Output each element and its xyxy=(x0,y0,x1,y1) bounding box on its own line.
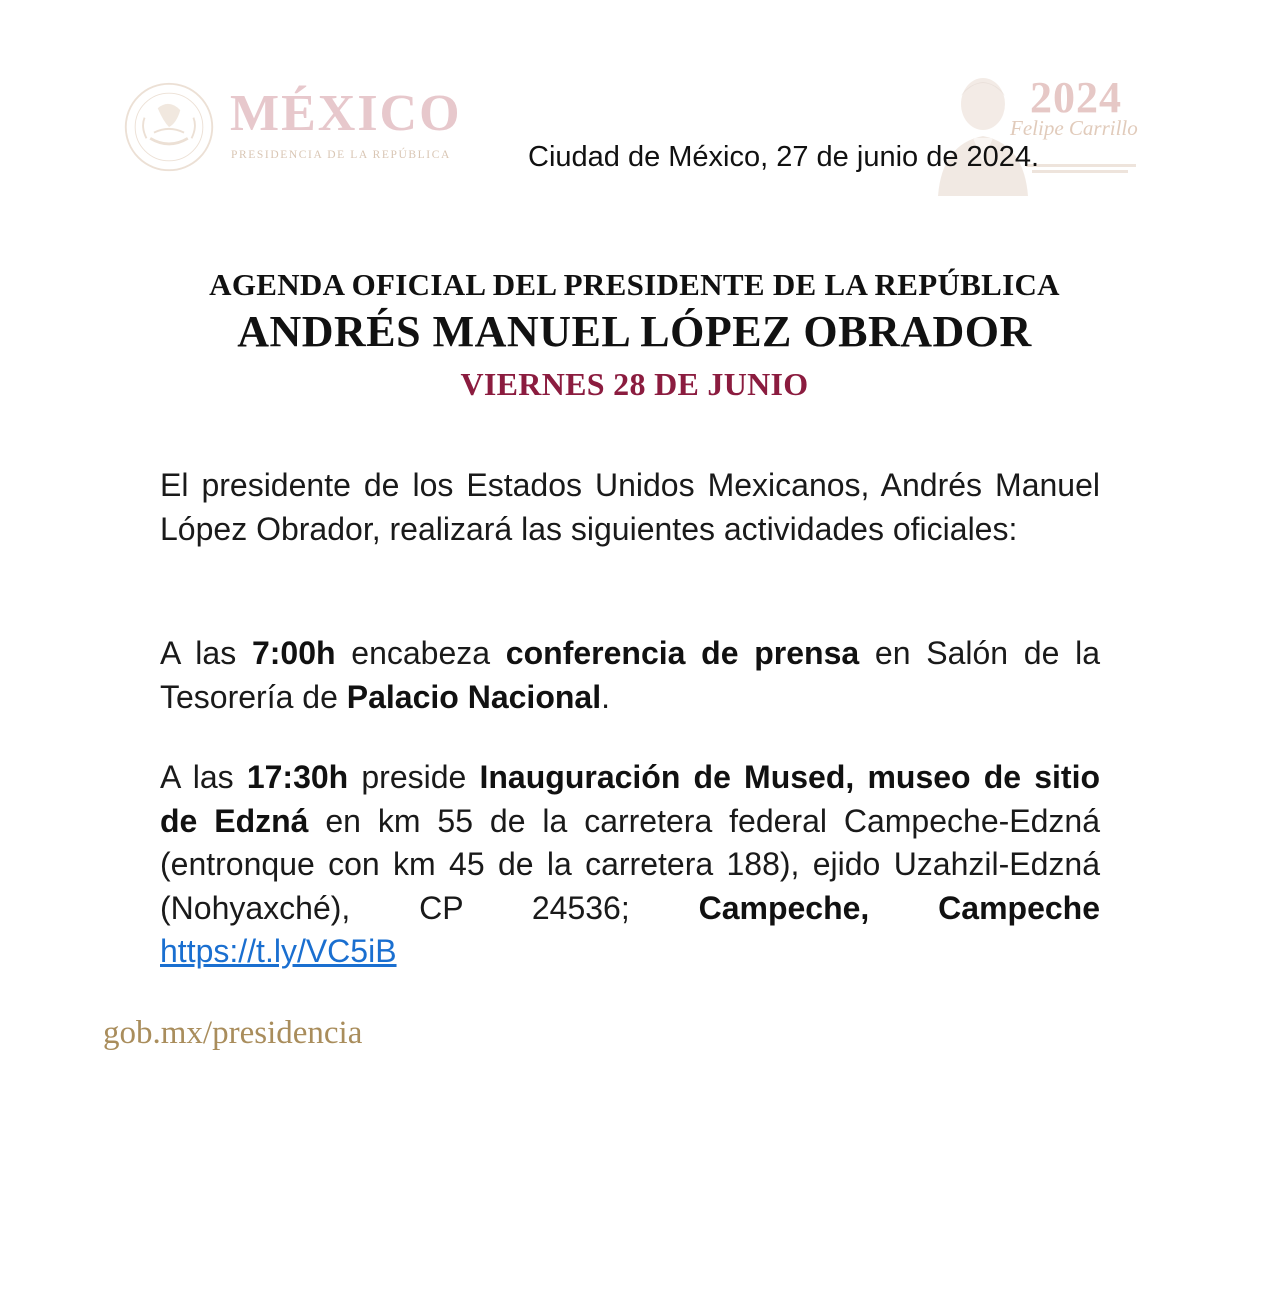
event-text: preside xyxy=(348,759,480,795)
president-name-heading: ANDRÉS MANUEL LÓPEZ OBRADOR xyxy=(237,307,1032,356)
event-venue: Campeche, Campeche xyxy=(698,889,1100,926)
event-time: 7:00h xyxy=(251,635,336,671)
date-heading: VIERNES 28 DE JUNIO xyxy=(460,366,809,402)
event-venue: Palacio Nacional xyxy=(346,678,602,715)
event-text: A las xyxy=(160,635,252,671)
event-text: encabeza xyxy=(335,635,506,671)
agenda-heading: AGENDA OFICIAL DEL PRESIDENTE DE LA REPÚBLICA xyxy=(209,267,1060,302)
event-text: en Salón de la Tesorería de xyxy=(160,635,1101,715)
event-text: A las xyxy=(160,759,247,795)
place-date: Ciudad de México, 27 de junio de 2024. xyxy=(528,141,1040,173)
anniversary-name: Felipe Carrillo xyxy=(1010,116,1138,140)
event-time: 17:30h xyxy=(246,759,349,795)
event-text: en km 55 de la carretera federal Campeche-Edzná (entronque con km 45 de la carretera 188), ejido Uzahzil-Edzná (Nohyaxché), CP 24536; xyxy=(160,802,1101,926)
event-text: . xyxy=(601,678,610,715)
national-seal-icon xyxy=(122,80,216,174)
map-link[interactable]: https://t.ly/VC5iB xyxy=(160,933,397,969)
event-paragraph xyxy=(160,756,1100,974)
anniversary-logo xyxy=(928,66,1168,196)
mexico-logo-word: MÉXICO xyxy=(230,85,462,142)
footer-url: gob.mx/presidencia xyxy=(103,1015,363,1051)
presidencia-logo-subtitle: PRESIDENCIA DE LA REPÚBLICA xyxy=(231,149,451,161)
anniversary-year: 2024 xyxy=(1030,73,1122,122)
event-activity: Inauguración de Mused, museo de sitio de Edzná xyxy=(160,759,1101,839)
intro-paragraph: El presidente de los Estados Unidos Mexicanos, Andrés Manuel López Obrador, realizará las siguientes actividades oficiales: xyxy=(160,467,1100,547)
event-activity: conferencia de prensa xyxy=(505,635,860,671)
event-paragraph xyxy=(160,632,1100,719)
